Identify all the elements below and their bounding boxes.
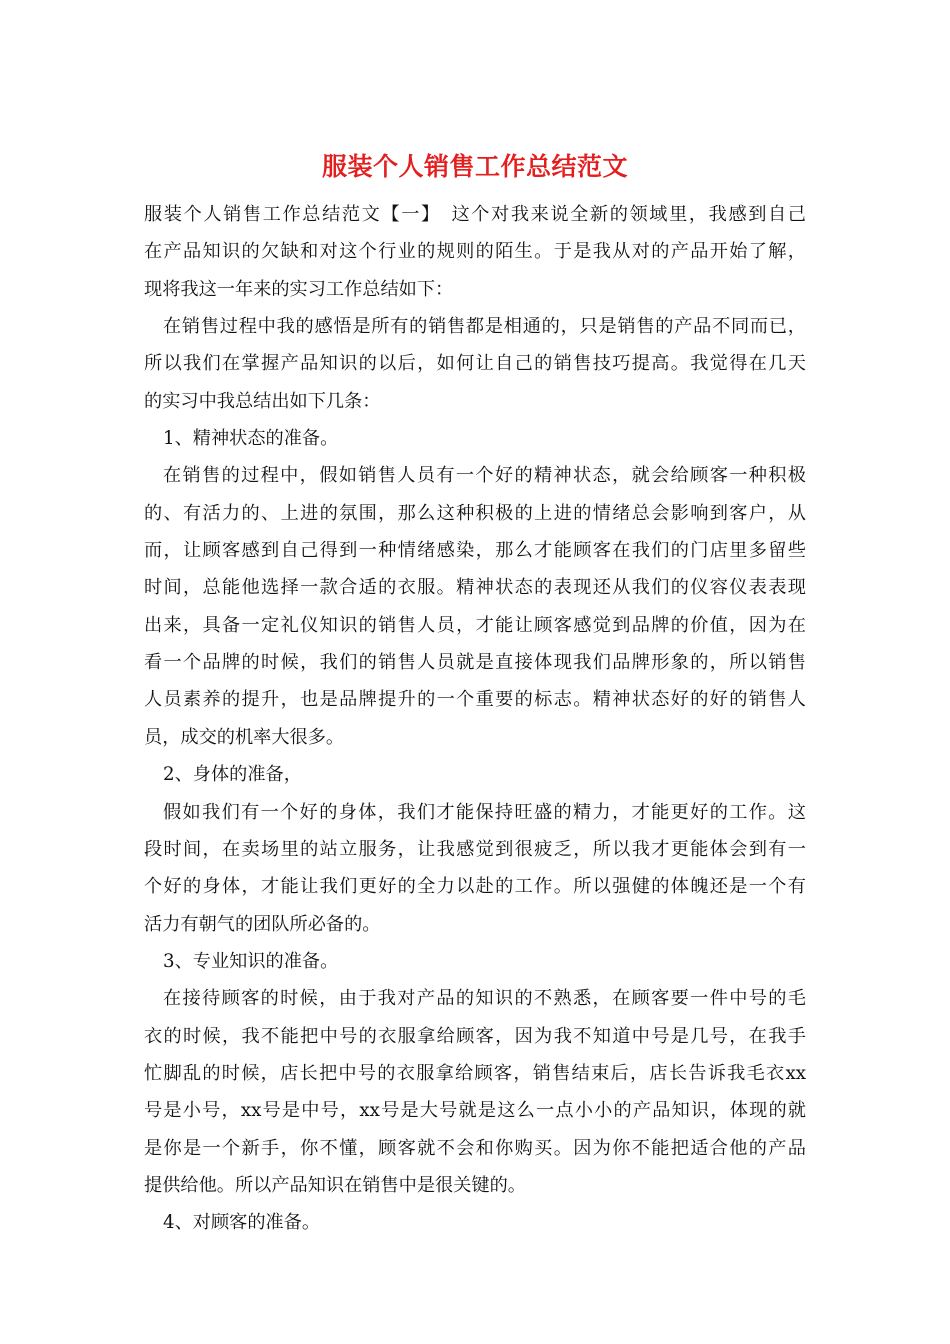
paragraph-line: 个好的身体，才能让我们更好的全力以赴的工作。所以强健的体魄还是一个有 [144,876,806,898]
paragraph-line: 出来，具备一定礼仪知识的销售人员，才能让顾客感觉到品牌的价值，因为在 [144,614,806,636]
paragraph-line: 提供给他。所以产品知识在销售中是很关键的。 [144,1174,526,1196]
paragraph-line: 所以我们在掌握产品知识的以后，如何让自己的销售技巧提高。我觉得在几天 [144,353,806,375]
paragraph-line: 活力有朝气的团队所必备的。 [144,913,381,935]
paragraph-line: 的实习中我总结出如下几条： [144,390,381,412]
paragraph-line: 人员素养的提升，也是品牌提升的一个重要的标志。精神状态好的好的销售人 [144,689,806,711]
paragraph-line: 的、有活力的、上进的氛围，那么这种积极的上进的情绪总会影响到客户，从 [144,502,806,524]
paragraph-line: 在销售过程中我的感悟是所有的销售都是相通的，只是销售的产品不同而已， [163,316,806,338]
paragraph-line: 而，让顾客感到自己得到一种情绪感染，那么才能顾客在我们的门店里多留些 [144,540,806,562]
paragraph-line: 2、身体的准备， [163,764,302,786]
paragraph-line: 1、精神状态的准备。 [163,428,339,450]
paragraph-line: 4、对顾客的准备。 [163,1212,321,1234]
paragraph-line: 时间，总能他选择一款合适的衣服。精神状态的表现还从我们的仪容仪表表现 [144,577,806,599]
paragraph-line: 在产品知识的欠缺和对这个行业的规则的陌生。于是我从对的产品开始了解， [144,241,806,263]
paragraph-line: 看一个品牌的时候，我们的销售人员就是直接体现我们品牌形象的，所以销售 [144,652,806,674]
paragraph-line: 服装个人销售工作总结范文【一】 这个对我来说全新的领域里，我感到自己 [144,204,806,225]
paragraph-line: 衣的时候，我不能把中号的衣服拿给顾客，因为我不知道中号是几号，在我手 [144,1025,806,1047]
paragraph-line: 在接待顾客的时候，由于我对产品的知识的不熟悉，在顾客要一件中号的毛 [163,988,806,1010]
paragraph-line: 3、专业知识的准备。 [163,950,339,972]
document-title: 服装个人销售工作总结范文 [321,152,628,181]
paragraph-line: 段时间，在卖场里的站立服务，让我感觉到很疲乏，所以我才更能体会到有一 [144,838,806,860]
paragraph-line: 是你是一个新手，你不懂，顾客就不会和你购买。因为你不能把适合他的产品 [144,1137,806,1159]
document-body [144,196,806,1242]
paragraph-line: 忙脚乱的时候，店长把中号的衣服拿给顾客，销售结束后，店长告诉我毛衣xx [144,1062,806,1084]
paragraph-line: 假如我们有一个好的身体，我们才能保持旺盛的精力，才能更好的工作。这 [163,801,806,823]
paragraph-line: 员，成交的机率大很多。 [144,726,345,748]
paragraph-line: 现将我这一年来的实习工作总结如下： [144,278,454,300]
paragraph-line: 在销售的过程中，假如销售人员有一个好的精神状态，就会给顾客一种积极 [163,465,806,487]
paragraph-line: 号是小号，xx号是中号，xx号是大号就是这么一点小小的产品知识，体现的就 [144,1100,806,1122]
